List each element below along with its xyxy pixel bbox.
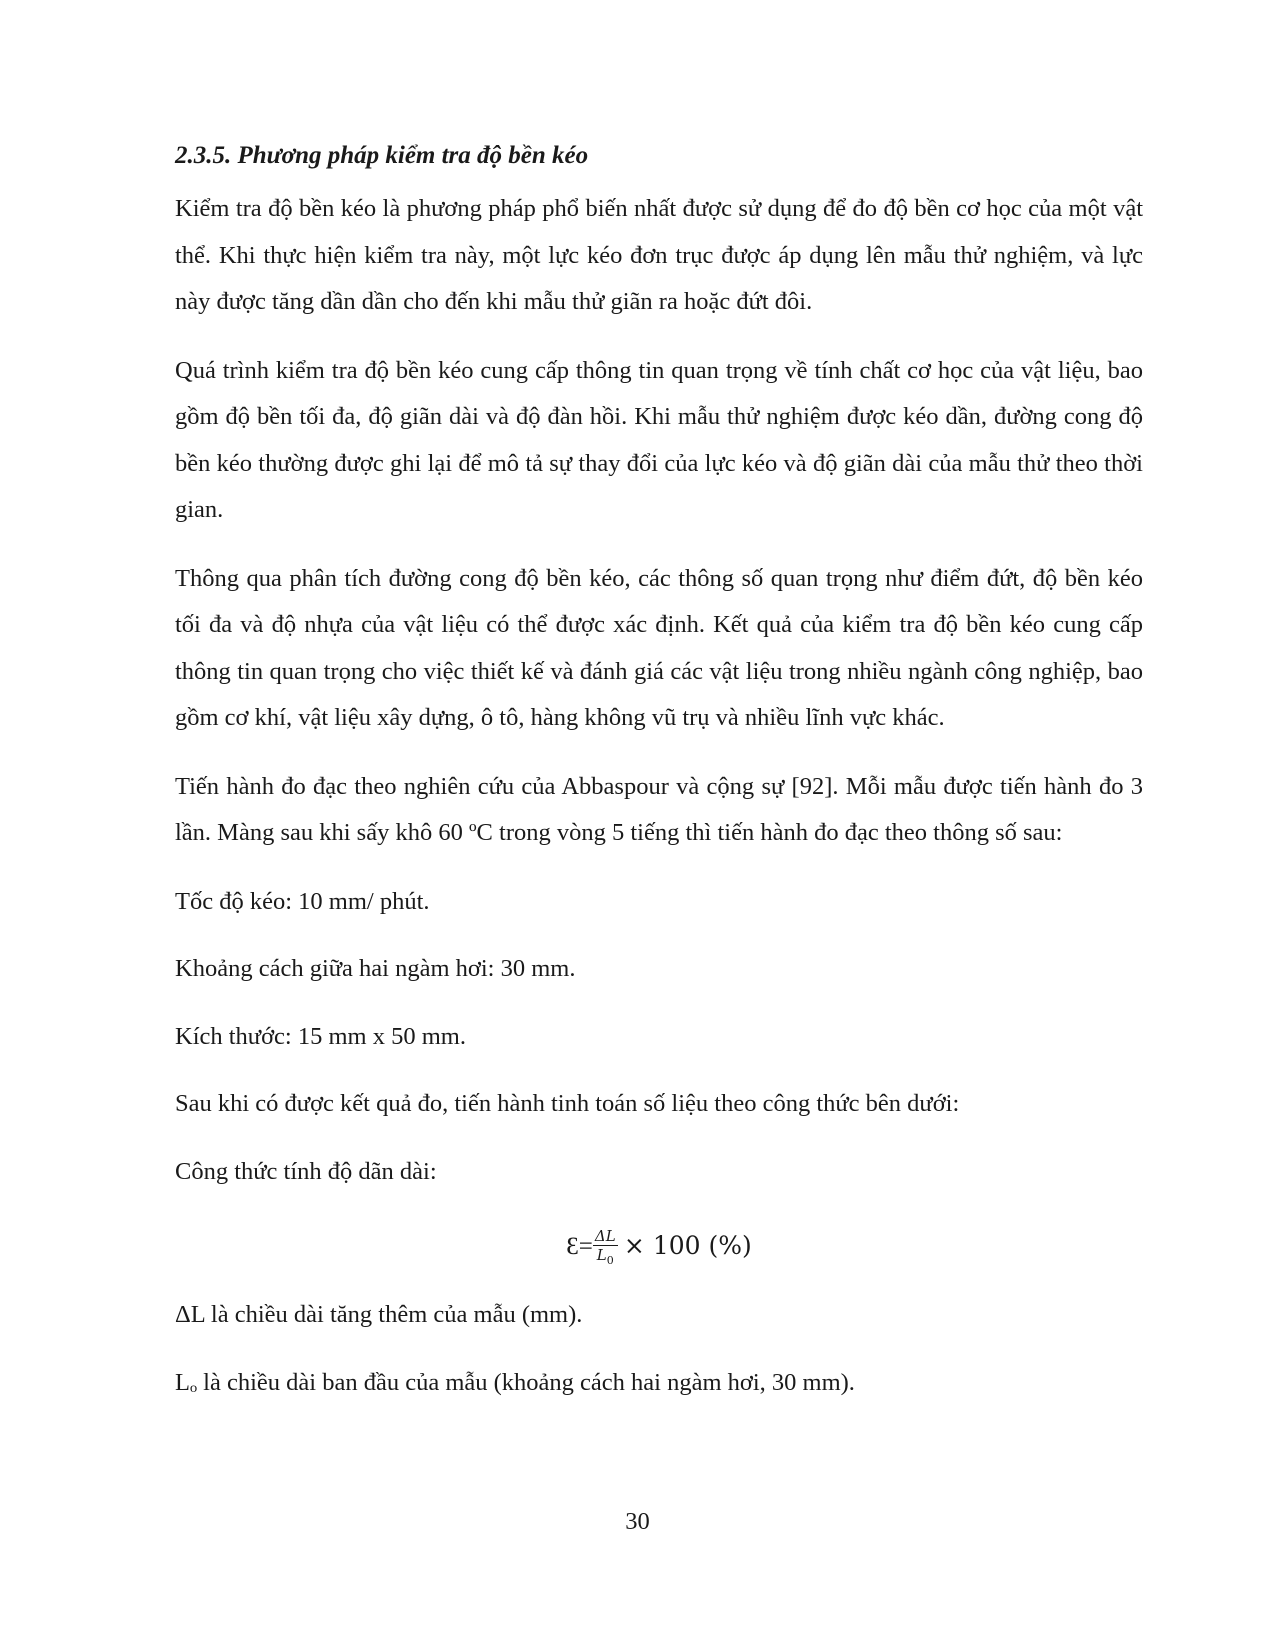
calculation-intro: Sau khi có được kết quả đo, tiến hành tinh toán số liệu theo công thức bên dưới: [175, 1090, 960, 1117]
section-heading: 2.3.5. Phương pháp kiểm tra độ bền kéo [175, 142, 589, 169]
formula-numerator: ΔL [594, 1226, 616, 1245]
paragraph-method: Tiến hành đo đạc theo nghiên cứu của Abbaspour và cộng sự [92]. Mỗi mẫu được tiến hành đo 3 lần. Màng sau khi sấy khô 60 ºC trong vòng 5 tiếng thì tiến hành đo đạc theo thông số sau: [175, 772, 1143, 846]
formula-denominator-base: L [596, 1245, 607, 1264]
page-number: 30 [625, 1508, 650, 1535]
elongation-formula [175, 1216, 1143, 1276]
paragraph-intro: Kiểm tra độ bền kéo là phương pháp phổ biến nhất được sử dụng để đo độ bền cơ học của một vật thể. Khi thực hiện kiểm tra này, một lực kéo đơn trục được áp dụng lên mẫu thử nghiệm, và lực này được tăng dần dần cho đến khi mẫu thử giãn ra hoặc đứt đôi. [175, 195, 1143, 315]
formula-fraction [593, 1227, 618, 1270]
page-content [175, 140, 1143, 1427]
paragraph-analysis: Thông qua phân tích đường cong độ bền kéo, các thông số quan trọng như điểm đứt, độ bền kéo tối đa và độ nhựa của vật liệu có thể được xác định. Kết quả của kiểm tra độ bền kéo cung cấp thông tin quan trọng cho việc thiết kế và đánh giá các vật liệu trong nhiều ngành công nghiệp, bao gồm cơ khí, vật liệu xây dựng, ô tô, hàng không vũ trụ và nhiều lĩnh vực khác. [175, 564, 1143, 731]
formula-label: Công thức tính độ dãn dài: [175, 1157, 437, 1185]
parameter-grip-distance: Khoảng cách giữa hai ngàm hơi: 30 mm. [175, 955, 576, 982]
formula-rhs: × 100 (%) [623, 1231, 752, 1260]
formula-lhs: Ɛ= [566, 1233, 593, 1260]
paragraph-process: Quá trình kiểm tra độ bền kéo cung cấp thông tin quan trọng về tính chất cơ học của vật liệu, bao gồm độ bền tối đa, độ giãn dài và độ đàn hồi. Khi mẫu thử nghiệm được kéo dần, đường cong độ bền kéo thường được ghi lại để mô tả sự thay đổi của lực kéo và độ giãn dài của mẫu thử theo thời gian. [175, 356, 1143, 523]
formula-denominator [593, 1246, 618, 1270]
parameter-speed: Tốc độ kéo: 10 mm/ phút. [175, 887, 430, 915]
parameter-size: Kích thước: 15 mm x 50 mm. [175, 1022, 466, 1050]
definition-l0: Lₒ là chiều dài ban đầu của mẫu (khoảng cách hai ngàm hơi, 30 mm). [175, 1368, 855, 1396]
formula-denominator-sub: 0 [606, 1253, 614, 1267]
definition-delta-l: ΔL là chiều dài tăng thêm của mẫu (mm). [175, 1301, 583, 1328]
